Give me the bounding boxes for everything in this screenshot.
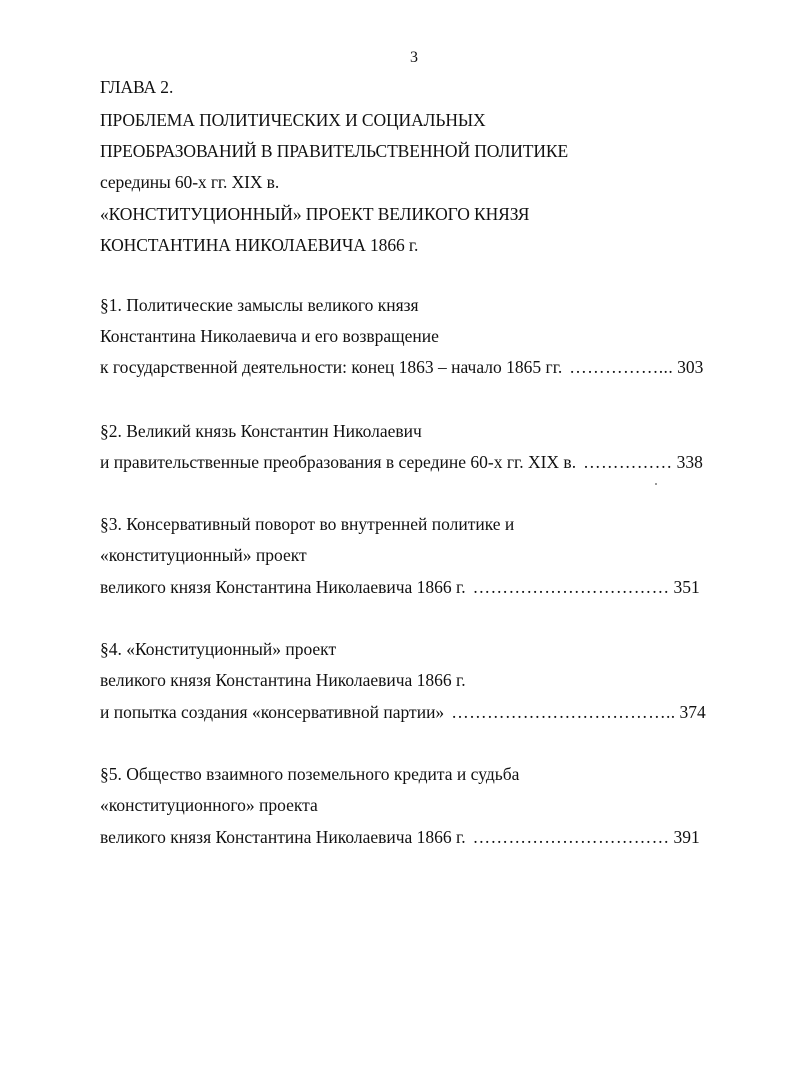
toc-entry-1-last-line: [100, 356, 703, 378]
toc-entry-3-text: великого князя Константина Николаевича 1866 г.: [100, 577, 466, 597]
toc-leader-dots: ……………...: [569, 357, 674, 377]
toc-entry-3-page: 351: [673, 577, 700, 597]
page-number: 3: [410, 49, 418, 66]
toc-entry-4-text: и попытка создания «консервативной партии»: [100, 702, 445, 722]
chapter-title-line: «КОНСТИТУЦИОННЫЙ» ПРОЕКТ ВЕЛИКОГО КНЯЗЯ: [100, 204, 530, 224]
toc-entry-3-last-line: [100, 576, 700, 598]
scan-speck: [655, 483, 657, 485]
toc-entry-1-text: к государственной деятельности: конец 1863 – начало 1865 гг.: [100, 357, 563, 377]
chapter-title-line: ПРЕОБРАЗОВАНИЙ В ПРАВИТЕЛЬСТВЕННОЙ ПОЛИТИКЕ: [100, 141, 569, 161]
toc-entry-5-line: §5. Общество взаимного поземельного кредита и судьба: [100, 764, 520, 784]
toc-entry-4-page: 374: [679, 702, 706, 722]
toc-leader-dots: ……………………………: [472, 827, 670, 847]
chapter-label: ГЛАВА 2.: [100, 77, 174, 97]
toc-entry-1-page: 303: [677, 357, 704, 377]
toc-entry-1-line: Константина Николаевича и его возвращение: [100, 326, 439, 346]
chapter-title-line: КОНСТАНТИНА НИКОЛАЕВИЧА 1866 г.: [100, 235, 419, 255]
toc-entry-4-line: великого князя Константина Николаевича 1866 г.: [100, 670, 466, 690]
toc-entry-5-text: великого князя Константина Николаевича 1866 г.: [100, 827, 466, 847]
chapter-title-line: середины 60-х гг. XIX в.: [100, 172, 280, 192]
toc-entry-5-last-line: [100, 826, 700, 848]
toc-leader-dots: ……………………………: [472, 577, 670, 597]
toc-entry-2-line: §2. Великий князь Константин Николаевич: [100, 421, 422, 441]
chapter-title-line: ПРОБЛЕМА ПОЛИТИЧЕСКИХ И СОЦИАЛЬНЫХ: [100, 110, 486, 130]
toc-entry-2-text: и правительственные преобразования в середине 60-х гг. XIX в.: [100, 452, 577, 472]
toc-entry-5-page: 391: [673, 827, 700, 847]
toc-entry-2-last-line: [100, 451, 703, 473]
toc-entry-2-page: 338: [676, 452, 703, 472]
toc-entry-3-line: «конституционный» проект: [100, 545, 307, 565]
toc-leader-dots: ………………………………..: [451, 702, 676, 722]
toc-leader-dots: ……………: [583, 452, 673, 472]
toc-entry-5-line: «конституционного» проекта: [100, 795, 318, 815]
toc-entry-3-line: §3. Консервативный поворот во внутренней политике и: [100, 514, 515, 534]
toc-entry-1-line: §1. Политические замыслы великого князя: [100, 295, 419, 315]
toc-entry-4-last-line: [100, 701, 706, 723]
toc-entry-4-line: §4. «Конституционный» проект: [100, 639, 337, 659]
